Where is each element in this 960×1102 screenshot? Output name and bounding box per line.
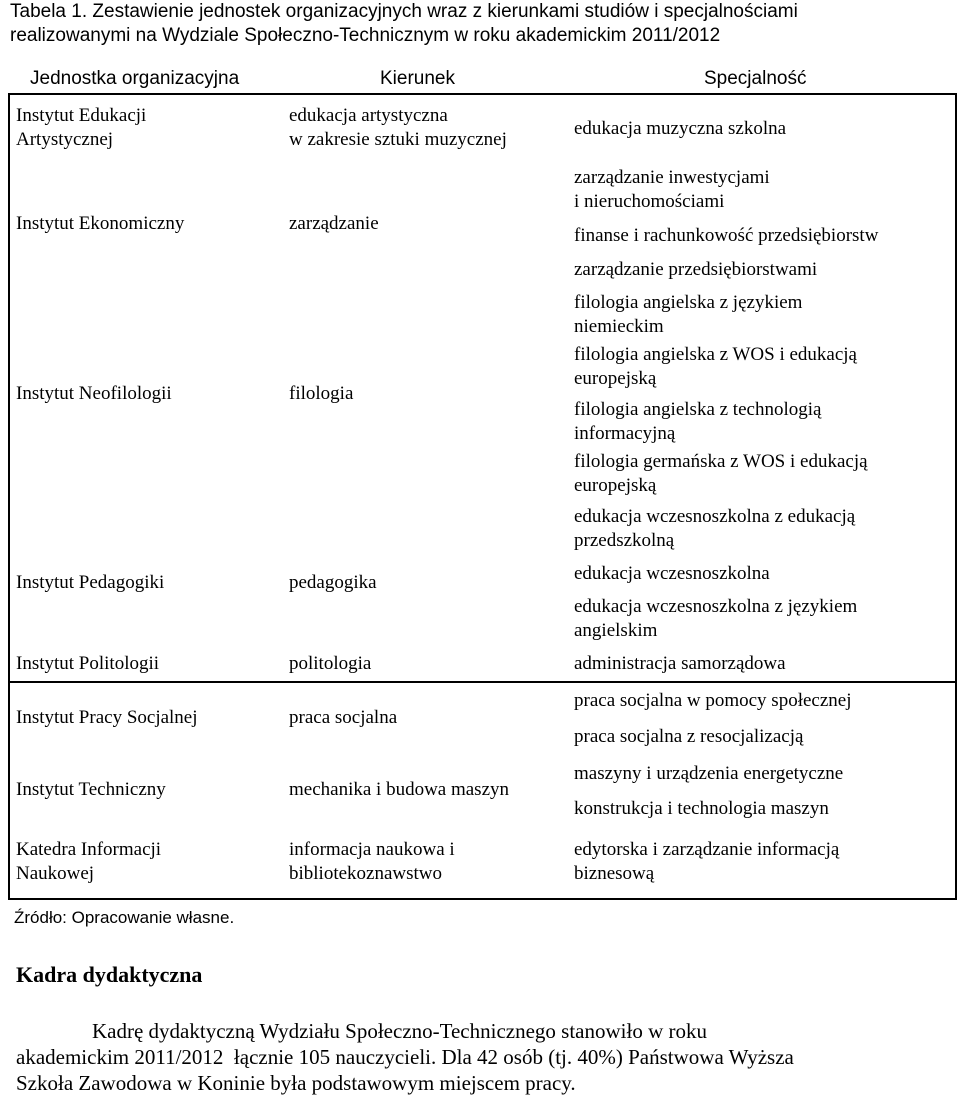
field-cell — [289, 652, 371, 676]
specialty-cell — [574, 762, 843, 786]
unit-cell — [16, 212, 184, 236]
table-bottom-border — [8, 898, 957, 900]
specialty-line: filologia angielska z technologią — [574, 399, 822, 420]
unit-cell — [16, 838, 161, 886]
unit-line: Instytut Edukacji — [16, 105, 147, 126]
specialty-line: edytorska i zarządzanie informacją — [574, 839, 840, 860]
specialty-cell — [574, 838, 839, 886]
specialty-cell — [574, 343, 857, 391]
specialty-cell — [574, 166, 770, 214]
header-unit: Jednostka organizacyjna — [30, 68, 240, 89]
unit-cell — [16, 652, 159, 676]
field-line: w zakresie sztuki muzycznej — [289, 129, 507, 150]
header-field: Kierunek — [380, 68, 455, 89]
specialty-line: biznesową — [574, 863, 655, 884]
unit-cell — [16, 706, 198, 730]
specialty-line: europejską — [574, 475, 657, 496]
specialty-line: praca socjalna z resocjalizacją — [574, 726, 804, 747]
specialty-line: i nieruchomościami — [574, 191, 725, 212]
field-cell — [289, 212, 379, 236]
specialty-line: zarządzanie inwestycjami — [574, 167, 770, 188]
unit-cell — [16, 778, 166, 802]
specialty-line: niemieckim — [574, 316, 664, 337]
specialty-line: europejską — [574, 368, 657, 389]
specialty-line: przedszkolną — [574, 530, 675, 551]
specialty-cell — [574, 689, 852, 713]
specialty-line: edukacja wczesnoszkolna z edukacją — [574, 506, 856, 527]
field-cell — [289, 838, 455, 886]
specialty-cell — [574, 595, 857, 643]
unit-line: Instytut Techniczny — [16, 779, 166, 800]
field-line: pedagogika — [289, 572, 377, 593]
unit-line: Instytut Pedagogiki — [16, 572, 165, 593]
unit-line: Naukowej — [16, 863, 95, 884]
caption-line-1 — [10, 0, 950, 24]
table-caption — [10, 0, 950, 48]
field-line: zarządzanie — [289, 213, 379, 234]
field-line: mechanika i budowa maszyn — [289, 779, 510, 800]
unit-cell — [16, 104, 146, 152]
specialty-line: finanse i rachunkowość przedsiębiorstw — [574, 225, 879, 246]
field-line: edukacja artystyczna — [289, 105, 448, 126]
specialty-cell — [574, 291, 802, 339]
unit-cell — [16, 382, 172, 406]
source-note: Źródło: Opracowanie własne. — [14, 908, 235, 927]
specialty-line: filologia angielska z WOS i edukacją — [574, 344, 857, 365]
paragraph-line: akademickim 2011/2012 łącznie 105 nauczycieli. Dla 42 osób (tj. 40%) Państwowa Wyższa — [16, 1045, 794, 1069]
unit-line: Instytut Ekonomiczny — [16, 213, 185, 234]
specialty-cell — [574, 725, 803, 749]
specialty-cell — [574, 224, 878, 248]
specialty-line: angielskim — [574, 620, 658, 641]
specialty-line: administracja samorządowa — [574, 653, 786, 674]
header-specialty: Specjalność — [704, 68, 807, 89]
specialty-cell — [574, 562, 770, 586]
field-cell — [289, 778, 509, 802]
specialty-cell — [574, 117, 786, 141]
unit-line: Katedra Informacji — [16, 839, 162, 860]
caption-text-1: Zestawienie jednostek organizacyjnych wraz z kierunkami studiów i specjalnościami — [92, 1, 798, 22]
specialty-cell — [574, 505, 855, 553]
specialty-line: edukacja muzyczna szkolna — [574, 118, 787, 139]
specialty-cell — [574, 450, 868, 498]
field-cell — [289, 706, 397, 730]
unit-line: Instytut Pracy Socjalnej — [16, 707, 198, 728]
section-heading: Kadra dydaktyczna — [16, 962, 203, 987]
specialty-cell — [574, 797, 829, 821]
table-divider — [8, 681, 957, 683]
table-right-border — [955, 93, 957, 900]
caption-prefix: Tabela 1. — [10, 1, 93, 22]
caption-line-2: realizowanymi na Wydziale Społeczno-Technicznym w roku akademickim 2011/2012 — [10, 25, 721, 46]
paragraph-text: Kadrę dydaktyczną Wydziału Społeczno-Technicznego stanowiło w roku — [92, 1019, 707, 1043]
field-cell — [289, 104, 507, 152]
specialty-line: konstrukcja i technologia maszyn — [574, 798, 829, 819]
specialty-cell — [574, 652, 786, 676]
specialty-cell — [574, 398, 821, 446]
unit-cell — [16, 571, 164, 595]
field-line: bibliotekoznawstwo — [289, 863, 443, 884]
field-cell — [289, 571, 377, 595]
field-line: praca socjalna — [289, 707, 398, 728]
specialty-line: edukacja wczesnoszkolna — [574, 563, 770, 584]
specialty-line: informacyjną — [574, 423, 676, 444]
table-left-border — [8, 93, 10, 900]
unit-line: Instytut Neofilologii — [16, 383, 172, 404]
specialty-line: filologia germańska z WOS i edukacją — [574, 451, 868, 472]
specialty-cell — [574, 258, 817, 282]
specialty-line: praca socjalna w pomocy społecznej — [574, 690, 852, 711]
specialty-line: filologia angielska z językiem — [574, 292, 803, 313]
specialty-line: edukacja wczesnoszkolna z językiem — [574, 596, 858, 617]
field-cell — [289, 382, 353, 406]
unit-line: Artystycznej — [16, 129, 114, 150]
field-line: informacja naukowa i — [289, 839, 455, 860]
paragraph-line: Szkoła Zawodowa w Koninie była podstawowym miejscem pracy. — [16, 1071, 576, 1095]
body-paragraph — [16, 1018, 946, 1096]
table-top-border — [8, 93, 957, 95]
paragraph-line — [16, 1018, 946, 1044]
unit-line: Instytut Politologii — [16, 653, 160, 674]
field-line: politologia — [289, 653, 372, 674]
field-line: filologia — [289, 383, 354, 404]
specialty-line: zarządzanie przedsiębiorstwami — [574, 259, 818, 280]
specialty-line: maszyny i urządzenia energetyczne — [574, 763, 844, 784]
